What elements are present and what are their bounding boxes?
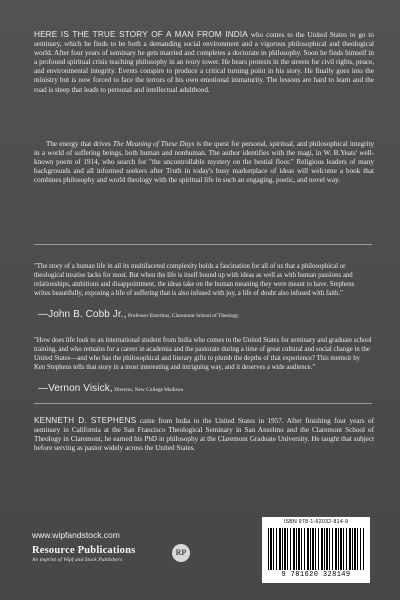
author-name: KENNETH D. STEPHENS	[34, 416, 137, 425]
divider	[34, 244, 372, 245]
intro-text: who comes to the United States to go to seminary, which he finds to be both a demanding social environment and a vigorous philosophical and theological world. After four years of seminary he gets married and completes a doctorate in philosophy. Soon he finds himself in a profound spiritual crisis teaching philosophy in an ivory tower. He hears protests in the streets for civil rights, peace, and environmental integrity. Events conspire to produce a critical turning point in his story. He finally goes into the ministry but is now forced to face the terrors of his own emotional immaturity. The lessons are hard to learn and the road is steep that leads to personal and intellectual adulthood.	[34, 31, 374, 94]
intro-lead: HERE IS THE TRUE STORY OF A MAN FROM INDIA	[34, 30, 248, 39]
isbn-label: ISBN 978-1-62032-814-9	[283, 519, 349, 525]
endorsement-attribution-1: —John B. Cobb Jr., Professor Emeritus, Claremont School of Theology	[38, 309, 239, 320]
barcode	[262, 517, 370, 583]
description-paragraph: The energy that drives The Meaning of These Days is the quest for personal, spiritual, and philosophical integrity in a world of suffering beings, both human and nonhuman. The author identifies with the magi, in W. B.Yeats' well-known poem of 1914, who search for "the uncontrollable mystery on the bestial floor." Religious leaders of many backgrounds and all informed seekers after Truth in today's busy marketplace of ideas will welcome a book that combines philosophy and world theology with the spiritual life in such an engaging, poetic, and novel way.	[34, 140, 375, 185]
book-title: The Meaning of These Days	[112, 140, 195, 148]
endorsement-quote-1: "The story of a human life in all its multifaceted complexity holds a fascination for all of us that a philosophical or theological treatise lacks for most. But when the life is itself bound up with ideas as well as with human passions and relationships, ambitions and disappointment, the ideas take on the human meaning they were meant to have. Stephens writes beautifully, exposing a life of suffering that is also infused with joy, a life of doubt also infused with faith."	[34, 263, 355, 298]
publisher-logo-icon: RP	[172, 544, 190, 562]
divider	[34, 403, 372, 404]
publisher-name: Resource Publications	[32, 545, 136, 556]
endorsement-attribution-2: —Vernon Visick, Director, New College Madison	[38, 383, 184, 394]
intro-paragraph	[34, 30, 374, 95]
publisher-block	[32, 545, 135, 563]
publisher-url[interactable]: www.wipfandstock.com	[32, 530, 120, 540]
author-bio-text: came from India to the United States in 1957. After finishing four years of seminary in California at the San Francisco Theological Seminary in San Anselmo and the Claremont School of Theology in Claremont, he earned his PhD in philosophy at the Claremont Graduate University. He taught that subject before serving as pastor widely across the United States.	[34, 417, 374, 453]
endorsement-quote-2: "How does life look to an international student from India who comes to the United States for seminary and graduate school training, and who remains for a career in academia and the pastorate during a time of great cultural and social change in the United States—and who has the philosophical and literary gifts to plumb the depths of that experience? This memoir by Ken Stephens tells that story in a most interesting and intriguing way, and it deserves a wide audience."	[34, 337, 372, 372]
barcode-bars-icon	[268, 528, 364, 570]
author-bio	[34, 416, 374, 453]
barcode-digits: 9 781620 328149	[281, 571, 351, 579]
publisher-imprint: An imprint of Wipf and Stock Publishers	[32, 557, 123, 563]
